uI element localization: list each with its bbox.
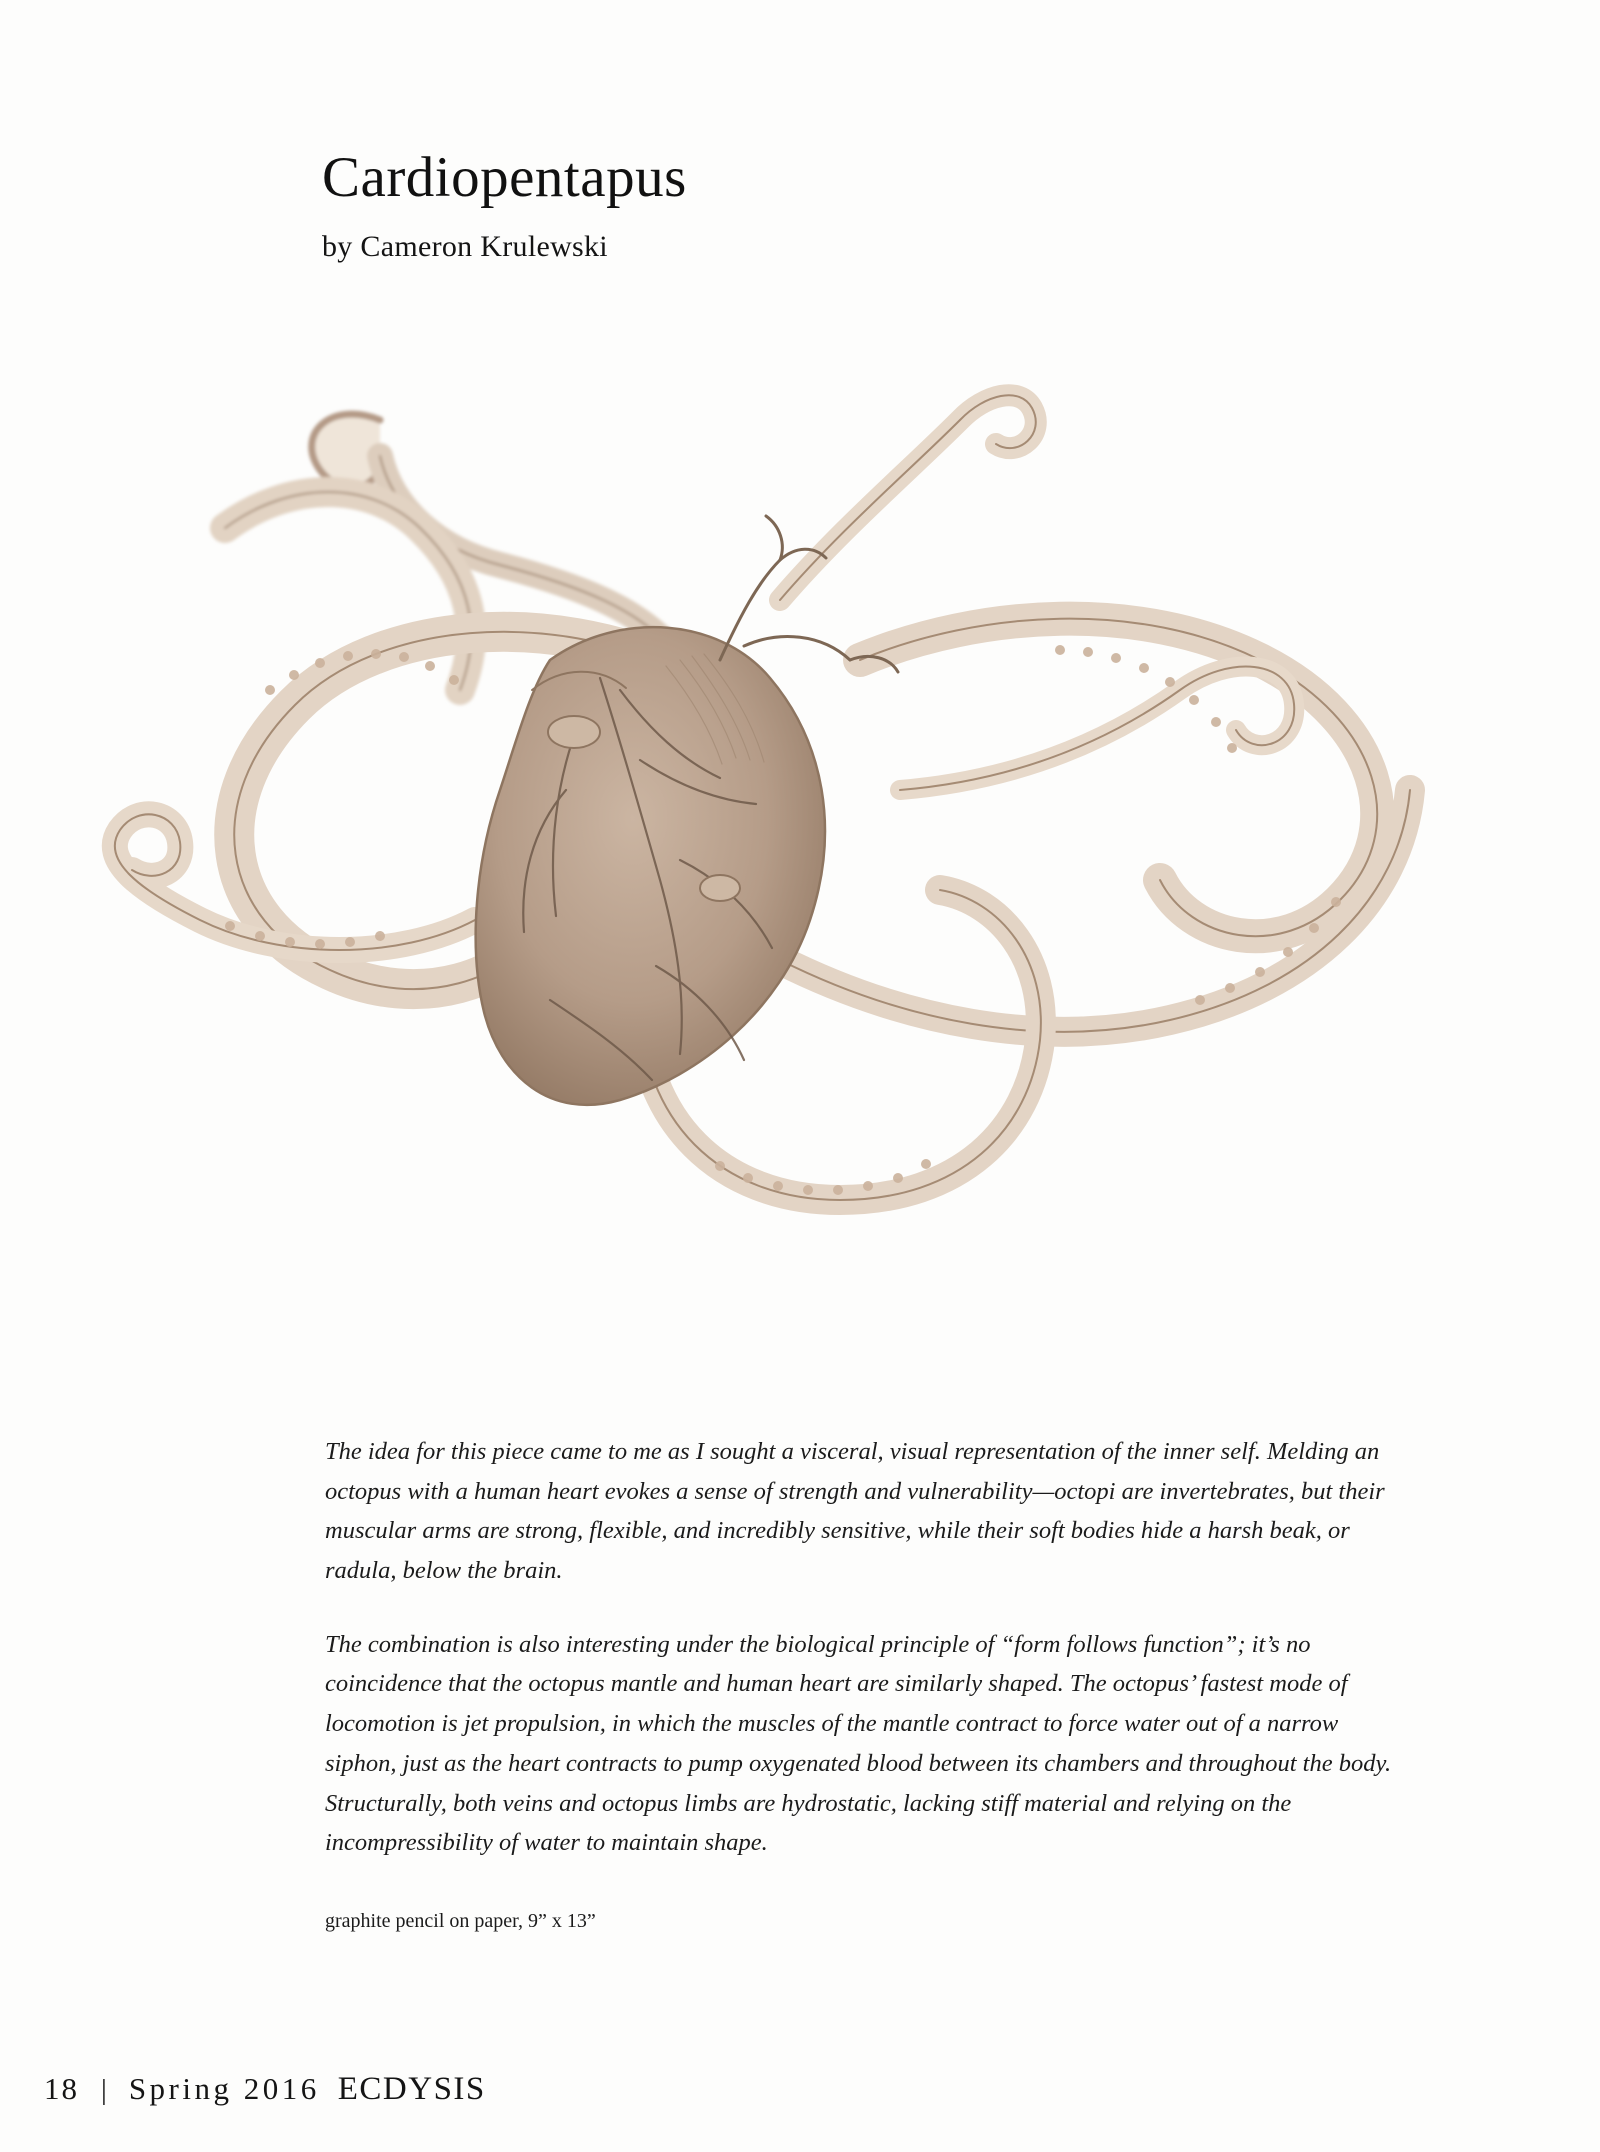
title-block: [322, 148, 1222, 264]
statement-paragraph-1: The idea for this piece came to me as I sought a visceral, visual representation of the inner self. Melding an octopus with a human heart evokes a sense of strength and vulnerability—octopi are invertebrates, but their muscular arms are strong, flexible, and incredibly sensitive, while their soft bodies hide a harsh beak, or radula, below the brain.: [325, 1438, 1385, 1585]
issue-label: Spring 2016: [128, 2071, 320, 2106]
statement-paragraph-2: The combination is also interesting under the biological principle of “form follows function”; it’s no coincidence that the octopus mantle and human heart are similarly shaped. The octopus’ fastest mode of locomotion is jet propulsion, in which the muscles of the mantle contract to force water out of a narrow siphon, just as the heart contracts to pump oxygenated blood between its chambers and throughout the body. Structurally, both veins and octopus limbs are hydrostatic, lacking stiff material and relying on the incompressibility of water to maintain shape.: [325, 1630, 1392, 1857]
page-footer: [44, 2071, 486, 2108]
artwork-byline: by Cameron Krulewski: [322, 229, 608, 263]
artist-statement: [325, 1432, 1415, 1935]
footer-separator: |: [101, 2074, 107, 2106]
page-title: Cardiopentapus: [322, 146, 687, 209]
artwork-medium: graphite pencil on paper, 9” x 13”: [325, 1909, 596, 1932]
page-number: 18: [44, 2071, 79, 2106]
journal-name: ECDYSIS: [337, 2071, 486, 2107]
artwork-illustration: [80, 360, 1540, 1430]
